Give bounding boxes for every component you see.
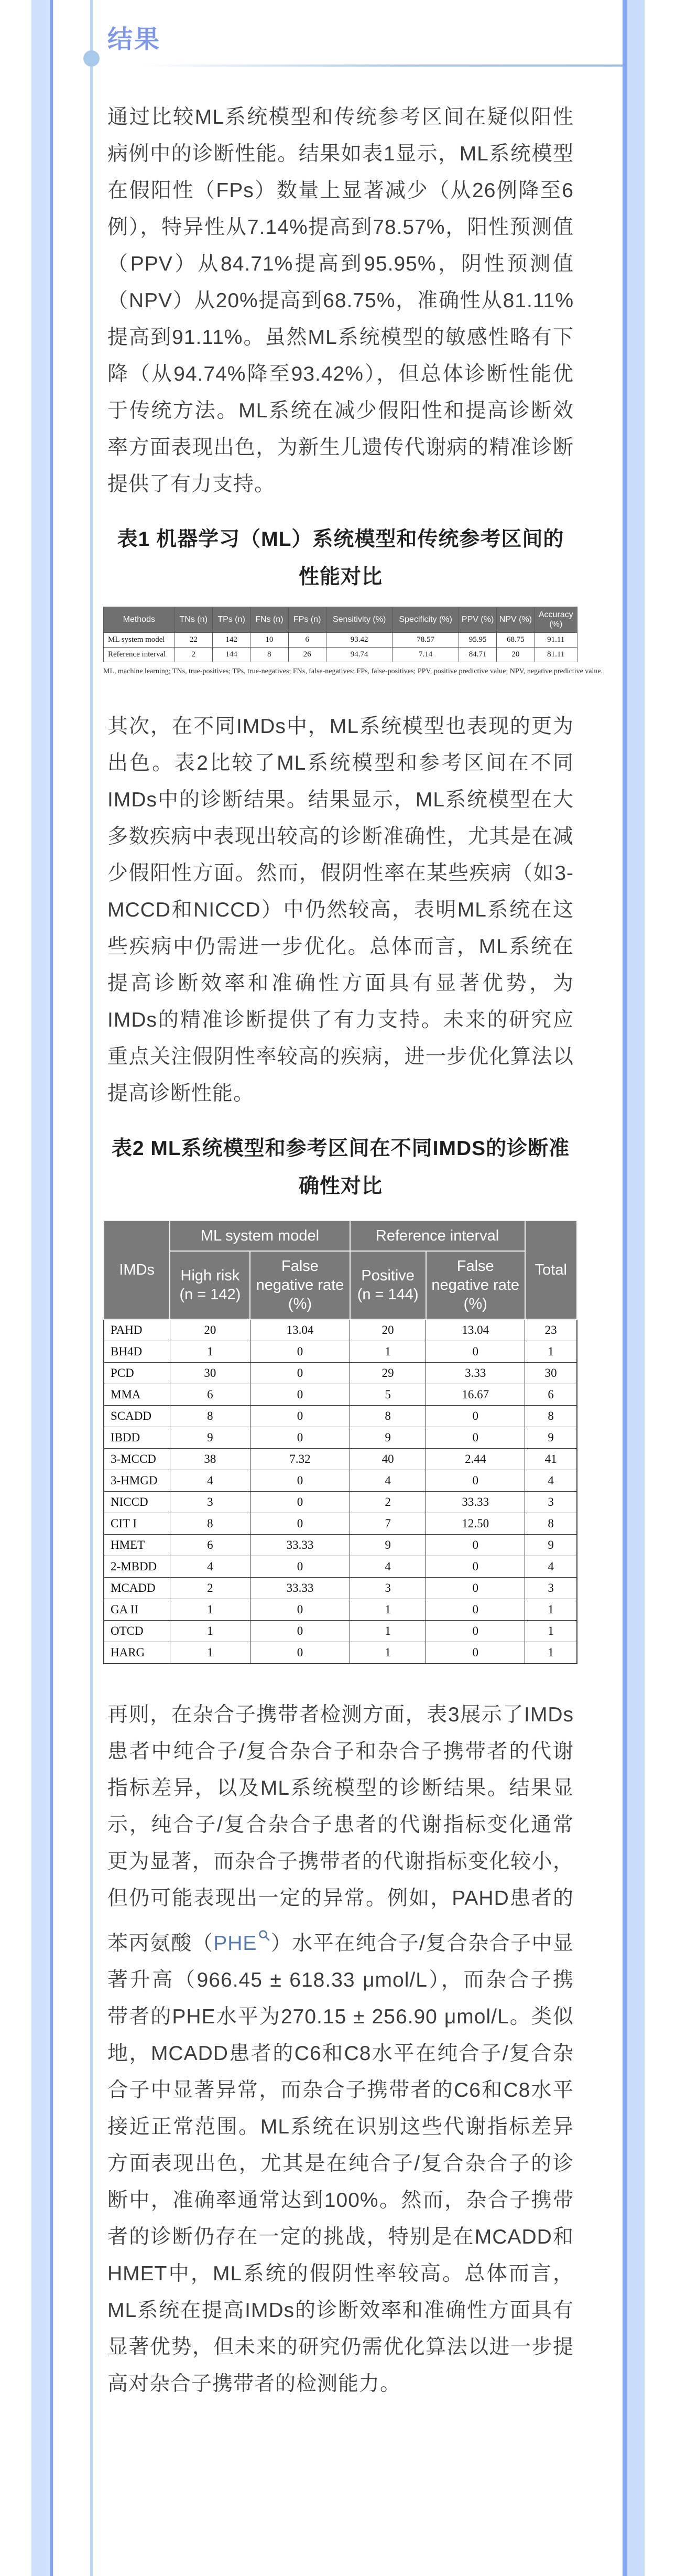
table-cell: 4: [525, 1470, 577, 1492]
table-cell: 3: [170, 1492, 250, 1513]
right-accent-line: [623, 0, 627, 2576]
column-header: False negative rate (%): [426, 1251, 525, 1319]
row-label: PAHD: [104, 1319, 170, 1341]
table-cell: 68.75: [497, 633, 535, 648]
table-cell: 0: [250, 1513, 350, 1535]
column-header: TPs (n): [212, 607, 250, 633]
table-cell: 0: [250, 1363, 350, 1384]
table-cell: 9: [525, 1535, 577, 1556]
table-cell: 4: [525, 1556, 577, 1578]
table-cell: 1: [525, 1341, 577, 1363]
table-cell: 33.33: [250, 1535, 350, 1556]
table-row: [104, 1427, 577, 1449]
column-header: PPV (%): [459, 607, 496, 633]
left-accent-band: [31, 0, 50, 2576]
table-cell: 13.04: [426, 1319, 525, 1341]
row-label: 2-MBDD: [104, 1556, 170, 1578]
paragraph-text: ）水平在纯合子/复合杂合子中显著升高（966.45 ± 618.33 μmol/L），而杂合子携带者的PHE水平为270.15 ± 256.90 μmol/L。类似地，MCADD患者的C6和C8水平在纯合子/复合杂合子中显著异常，而杂合子携带者的C6和C8水平接近正常范围。ML系统在识别这些代谢指标差异方面表现出色，尤其是在纯合子/复合杂合子的诊断中，准确率通常达到100%。然而，杂合子携带者的诊断仍存在一定的挑战，特别是在MCADD和HMET中，ML系统的假阴性率较高。总体而言，ML系统在提高IMDs的诊断效率和准确性方面具有显著优势，但未来的研究仍需优化算法以进一步提高对杂合子携带者的检测能力。: [107, 1932, 574, 2395]
timeline-line: [90, 0, 93, 2576]
table-cell: 20: [350, 1319, 426, 1341]
table-cell: 1: [170, 1599, 250, 1621]
table-row: [104, 1384, 577, 1406]
table-row: [104, 1642, 577, 1664]
row-label: HARG: [104, 1642, 170, 1664]
column-group-header: ML system model: [170, 1221, 350, 1251]
table-cell: 26: [288, 648, 326, 662]
table-cell: 6: [288, 633, 326, 648]
table-cell: 144: [212, 648, 250, 662]
table-cell: 9: [170, 1427, 250, 1449]
imds-accuracy-table: [103, 1220, 577, 1664]
phe-link[interactable]: PHE: [213, 1932, 257, 1955]
table-row: [104, 1406, 577, 1427]
table-row: [104, 1513, 577, 1535]
table-header-row: [104, 607, 577, 633]
row-label: PCD: [104, 1363, 170, 1384]
row-label: CIT I: [104, 1513, 170, 1535]
table-row: [104, 648, 577, 662]
table2-caption: 表2 ML系统模型和参考区间在不同IMDS的诊断准确性对比: [111, 1137, 570, 1198]
table-cell: 7.14: [392, 648, 459, 662]
table-cell: 9: [350, 1535, 426, 1556]
table-cell: 0: [426, 1535, 525, 1556]
table-cell: 40: [350, 1449, 426, 1470]
table-cell: 8: [170, 1406, 250, 1427]
row-label: OTCD: [104, 1621, 170, 1642]
column-header: Methods: [104, 607, 175, 633]
table-subheader-row: [104, 1251, 577, 1319]
column-header: IMDs: [104, 1221, 170, 1319]
table-cell: 0: [250, 1341, 350, 1363]
table-cell: 0: [250, 1599, 350, 1621]
row-label: Reference interval: [104, 648, 175, 662]
table-cell: 0: [250, 1492, 350, 1513]
table-cell: 93.42: [326, 633, 392, 648]
column-header: FNs (n): [250, 607, 288, 633]
row-label: MMA: [104, 1384, 170, 1406]
table-cell: 2: [170, 1578, 250, 1599]
table-cell: 33.33: [250, 1578, 350, 1599]
table-cell: 4: [350, 1470, 426, 1492]
table1-caption: 表1 机器学习（ML）系统模型和传统参考区间的性能对比: [117, 528, 564, 588]
table-cell: 0: [426, 1427, 525, 1449]
table-cell: 0: [250, 1384, 350, 1406]
article-content: [103, 0, 603, 2402]
table-row: [104, 633, 577, 648]
row-label: SCADD: [104, 1406, 170, 1427]
table-cell: 1: [350, 1341, 426, 1363]
table-row: [104, 1535, 577, 1556]
column-header: Total: [525, 1221, 577, 1319]
table-cell: 8: [250, 648, 288, 662]
table-cell: 4: [170, 1470, 250, 1492]
table-cell: 4: [350, 1556, 426, 1578]
table-cell: 0: [250, 1470, 350, 1492]
paragraph-text: 再则，在杂合子携带者检测方面，表3展示了IMDs患者中纯合子/复合杂合子和杂合子携带者的代谢指标差异，以及ML系统模型的诊断结果。结果显示，纯合子/复合杂合子患者的代谢指标变化通常更为显著，而杂合子携带者的代谢指标变化较小，但仍可能表现出一定的异常。例如，PAHD患者的苯丙氨酸（: [107, 1704, 574, 1955]
table-cell: 0: [426, 1470, 525, 1492]
table-row: [104, 1341, 577, 1363]
row-label: 3-MCCD: [104, 1449, 170, 1470]
table-cell: 10: [250, 633, 288, 648]
table-cell: 2.44: [426, 1449, 525, 1470]
table-cell: 1: [170, 1621, 250, 1642]
table-cell: 81.11: [535, 648, 577, 662]
performance-comparison-table: [103, 607, 577, 662]
row-label: HMET: [104, 1535, 170, 1556]
column-header: TNs (n): [175, 607, 212, 633]
table-cell: 78.57: [392, 633, 459, 648]
row-label: GA II: [104, 1599, 170, 1621]
table-cell: 0: [426, 1341, 525, 1363]
table-cell: 0: [426, 1621, 525, 1642]
table-cell: 142: [212, 633, 250, 648]
column-header: NPV (%): [497, 607, 535, 633]
table-cell: 9: [350, 1427, 426, 1449]
table-cell: 23: [525, 1319, 577, 1341]
table-cell: 84.71: [459, 648, 496, 662]
table-cell: 12.50: [426, 1513, 525, 1535]
table-cell: 0: [250, 1427, 350, 1449]
column-group-header: Reference interval: [350, 1221, 525, 1251]
table-cell: 3.33: [426, 1363, 525, 1384]
table-cell: 94.74: [326, 648, 392, 662]
table-cell: 22: [175, 633, 212, 648]
table-cell: 3: [350, 1578, 426, 1599]
magnifier-icon[interactable]: [258, 1917, 270, 1954]
heading-rule: [144, 64, 623, 67]
column-header: High risk (n = 142): [170, 1251, 250, 1319]
column-header: Positive (n = 144): [350, 1251, 426, 1319]
table-row: [104, 1319, 577, 1341]
table-row: [104, 1621, 577, 1642]
paragraph-imds: 其次，在不同IMDs中，ML系统模型也表现的更为出色。表2比较了ML系统模型和参考区间在不同IMDs中的诊断结果。结果显示，ML系统模型在大多数疾病中表现出较高的诊断准确性，尤其是在减少假阳性方面。然而，假阴性率在某些疾病（如3-MCCD和NICCD）中仍然较高，表明ML系统在这些疾病中仍需进一步优化。总体而言，ML系统在提高诊断效率和准确性方面具有显著优势，为IMDs的精准诊断提供了有力支持。未来的研究应重点关注假阴性率较高的疾病，进一步优化算法以提高诊断性能。: [107, 715, 574, 1105]
table-cell: 1: [350, 1621, 426, 1642]
table-cell: 0: [426, 1599, 525, 1621]
table-cell: 8: [525, 1406, 577, 1427]
table-cell: 6: [170, 1384, 250, 1406]
table-cell: 7.32: [250, 1449, 350, 1470]
table-cell: 3: [525, 1578, 577, 1599]
section-heading: 结果: [107, 26, 161, 53]
timeline-dot-icon: [83, 50, 100, 67]
table-cell: 0: [250, 1621, 350, 1642]
table-cell: 2: [175, 648, 212, 662]
table-cell: 38: [170, 1449, 250, 1470]
table-cell: 0: [426, 1406, 525, 1427]
table-row: [104, 1363, 577, 1384]
table-cell: 4: [170, 1556, 250, 1578]
table-cell: 6: [170, 1535, 250, 1556]
row-label: MCADD: [104, 1578, 170, 1599]
table-cell: 29: [350, 1363, 426, 1384]
table-cell: 30: [525, 1363, 577, 1384]
table-cell: 1: [170, 1642, 250, 1664]
table-cell: 0: [250, 1406, 350, 1427]
row-label: BH4D: [104, 1341, 170, 1363]
row-label: IBDD: [104, 1427, 170, 1449]
table-row: [104, 1578, 577, 1599]
row-label: NICCD: [104, 1492, 170, 1513]
table-row: [104, 1449, 577, 1470]
table-cell: 33.33: [426, 1492, 525, 1513]
table-cell: 30: [170, 1363, 250, 1384]
table-cell: 0: [250, 1556, 350, 1578]
table-cell: 0: [426, 1642, 525, 1664]
table-cell: 8: [170, 1513, 250, 1535]
table-cell: 5: [350, 1384, 426, 1406]
table-cell: 16.67: [426, 1384, 525, 1406]
left-accent-line: [50, 0, 53, 2576]
table-row: [104, 1470, 577, 1492]
table-cell: 7: [350, 1513, 426, 1535]
column-header: FPs (n): [288, 607, 326, 633]
table-cell: 1: [525, 1621, 577, 1642]
table-row: [104, 1492, 577, 1513]
table-cell: 41: [525, 1449, 577, 1470]
column-header: Accuracy (%): [535, 607, 577, 633]
table-cell: 13.04: [250, 1319, 350, 1341]
paragraph-performance: 通过比较ML系统模型和传统参考区间在疑似阳性病例中的诊断性能。结果如表1显示，ML系统模型在假阳性（FPs）数量上显著减少（从26例降至6例），特异性从7.14%提高到78.57%，阳性预测值（PPV）从84.71%提高到95.95%，阴性预测值（NPV）从20%提高到68.75%，准确性从81.11%提高到91.11%。虽然ML系统模型的敏感性略有下降（从94.74%降至93.42%），但总体诊断性能优于传统方法。ML系统在减少假阳性和提高诊断效率方面表现出色，为新生儿遗传代谢病的精准诊断提供了有力支持。: [107, 106, 574, 495]
column-header: Sensitivity (%): [326, 607, 392, 633]
table-cell: 91.11: [535, 633, 577, 648]
table-cell: 9: [525, 1427, 577, 1449]
table-row: [104, 1556, 577, 1578]
table-cell: 6: [525, 1384, 577, 1406]
right-accent-band: [627, 0, 645, 2576]
table-cell: 1: [170, 1341, 250, 1363]
table1-footnote: ML, machine learning; TNs, true-positives; TPs, true-negatives; FNs, false-negatives; FPs, false-positives; PPV, positive predictive value; NPV, negative predictive value.: [103, 667, 603, 675]
table-cell: 1: [525, 1599, 577, 1621]
table-cell: 0: [250, 1642, 350, 1664]
table-cell: 1: [350, 1642, 426, 1664]
row-label: ML system model: [104, 633, 175, 648]
table-cell: 20: [497, 648, 535, 662]
row-label: 3-HMGD: [104, 1470, 170, 1492]
table-cell: 0: [426, 1578, 525, 1599]
table-header-row: [104, 1221, 577, 1251]
table-cell: 95.95: [459, 633, 496, 648]
column-header: Specificity (%): [392, 607, 459, 633]
paragraph-carriers: [107, 1697, 574, 2402]
table-cell: 8: [525, 1513, 577, 1535]
table-cell: 8: [350, 1406, 426, 1427]
table-cell: 3: [525, 1492, 577, 1513]
table-cell: 20: [170, 1319, 250, 1341]
column-header: False negative rate (%): [250, 1251, 350, 1319]
table-cell: 2: [350, 1492, 426, 1513]
table-row: [104, 1599, 577, 1621]
table-cell: 1: [350, 1599, 426, 1621]
table-cell: 1: [525, 1642, 577, 1664]
table-cell: 0: [426, 1556, 525, 1578]
